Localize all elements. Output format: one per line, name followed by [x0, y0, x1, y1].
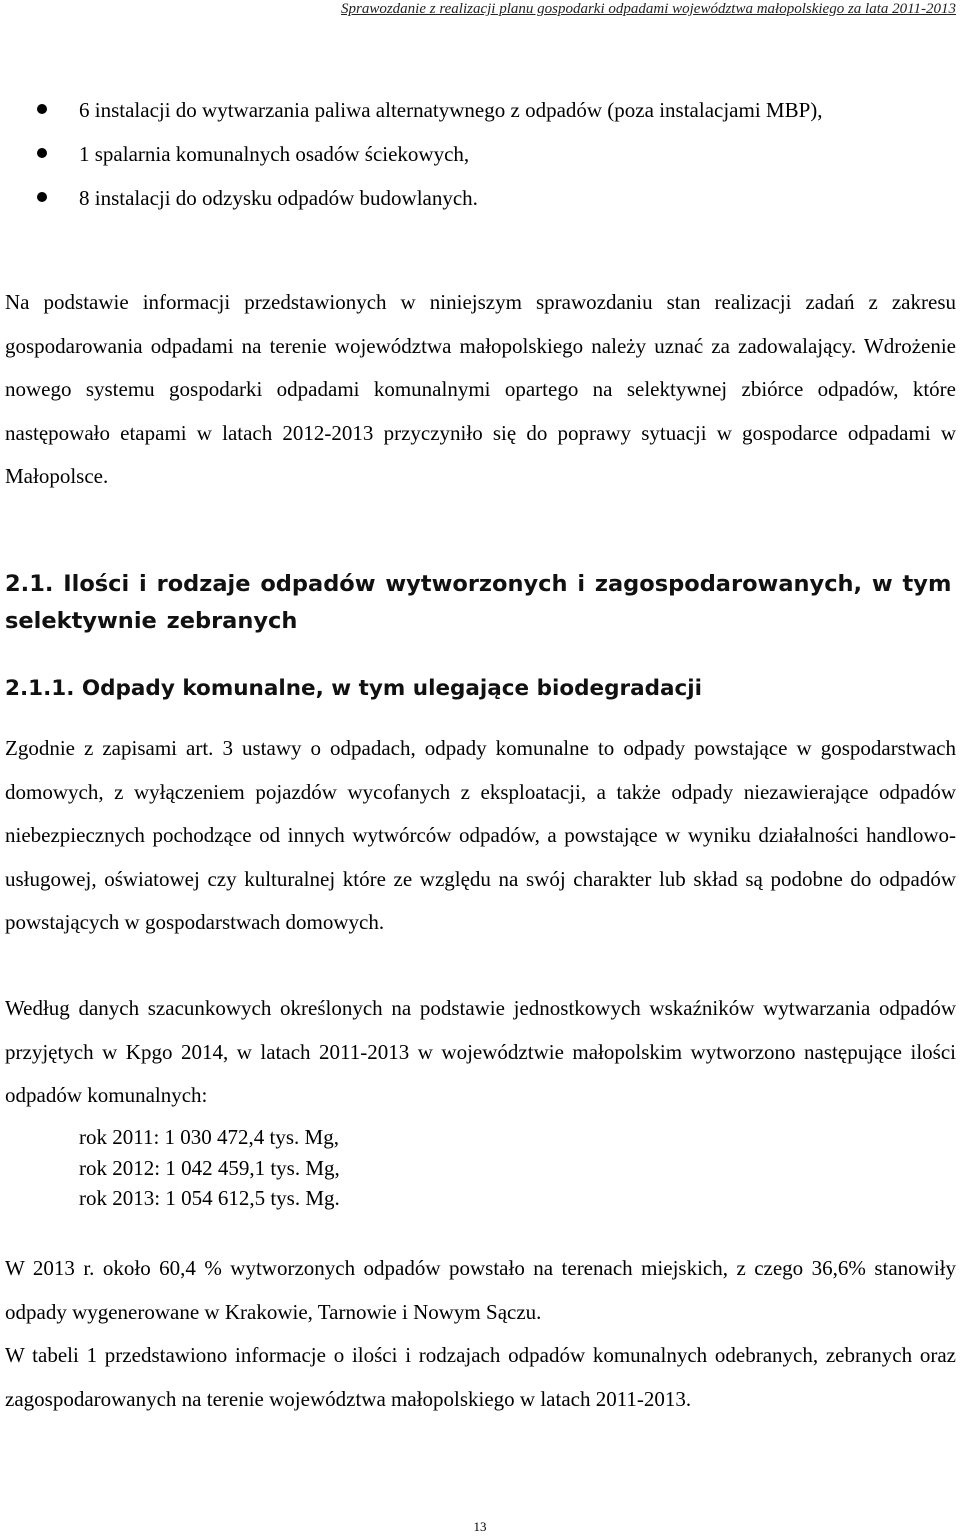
table-intro-paragraph: W tabeli 1 przedstawiono informacje o ilości i rodzajach odpadów komunalnych odebranych, zebranych oraz zagospodarowanych na terenie województwa małopolskiego w latach 2011-2013.: [5, 1343, 956, 1411]
installations-list: [0, 88, 960, 220]
yearly-amounts-list: [79, 1122, 340, 1214]
bullet-icon: [37, 192, 47, 202]
list-item: [0, 176, 960, 220]
section-heading: 2.1. Ilości i rodzaje odpadów wytworzonych i zagospodarowanych, w tym selektywnie zebranych: [5, 571, 952, 634]
list-item-text: 1 spalarnia komunalnych osadów ściekowych,: [79, 142, 470, 166]
bullet-icon: [37, 148, 47, 158]
assessment-paragraph: Na podstawie informacji przedstawionych w niniejszym sprawozdaniu stan realizacji zadań z zakresu gospodarowania odpadami na terenie województwa małopolskiego należy uznać za zadowalający. Wdrożenie nowego systemu gospodarki odpadami komunalnymi opartego na selektywnej zbiórce odpadów, które następowało etapami w latach 2012-2013 przyczyniło się do poprawy sytuacji w gospodarce odpadami w Małopolsce.: [5, 290, 956, 488]
urban-share-paragraph: W 2013 r. około 60,4 % wytworzonych odpadów powstało na terenach miejskich, z czego 36,6% stanowiły odpady wygenerowane w Krakowie, Tarnowie i Nowym Sączu.: [5, 1256, 956, 1324]
year-amount: rok 2012: 1 042 459,1 tys. Mg,: [79, 1155, 340, 1180]
definition-paragraph: Zgodnie z zapisami art. 3 ustawy o odpadach, odpady komunalne to odpady powstające w gospodarstwach domowych, z wyłączeniem pojazdów wycofanych z eksploatacji, a także odpady niezawierające odpadów niebezpiecznych pochodzące od innych wytwórców odpadów, a powstające w wyniku działalności handlowo-usługowej, oświatowej czy kulturalnej które ze względu na swój charakter lub skład są podobne do odpadów powstających w gospodarstwach domowych.: [5, 736, 956, 934]
estimate-paragraph: Według danych szacunkowych określonych na podstawie jednostkowych wskaźników wytwarzania odpadów przyjętych w Kpgo 2014, w latach 2011-2013 w województwie małopolskim wytworzono następujące ilości odpadów komunalnych:: [5, 996, 956, 1107]
year-amount: rok 2011: 1 030 472,4 tys. Mg,: [79, 1125, 339, 1149]
list-item-text: 6 instalacji do wytwarzania paliwa alternatywnego z odpadów (poza instalacjami MBP),: [79, 98, 823, 122]
subsection-heading: 2.1.1. Odpady komunalne, w tym ulegające biodegradacji: [5, 676, 703, 701]
list-item: [0, 88, 960, 132]
list-item: [0, 132, 960, 176]
page-number: 13: [473, 1519, 487, 1534]
year-amount: rok 2013: 1 054 612,5 tys. Mg.: [79, 1186, 340, 1210]
list-item-text: 8 instalacji do odzysku odpadów budowlanych.: [79, 186, 478, 210]
bullet-icon: [37, 104, 47, 114]
running-header: Sprawozdanie z realizacji planu gospodarki odpadami województwa małopolskiego za lata 2011-2013: [341, 1, 956, 17]
